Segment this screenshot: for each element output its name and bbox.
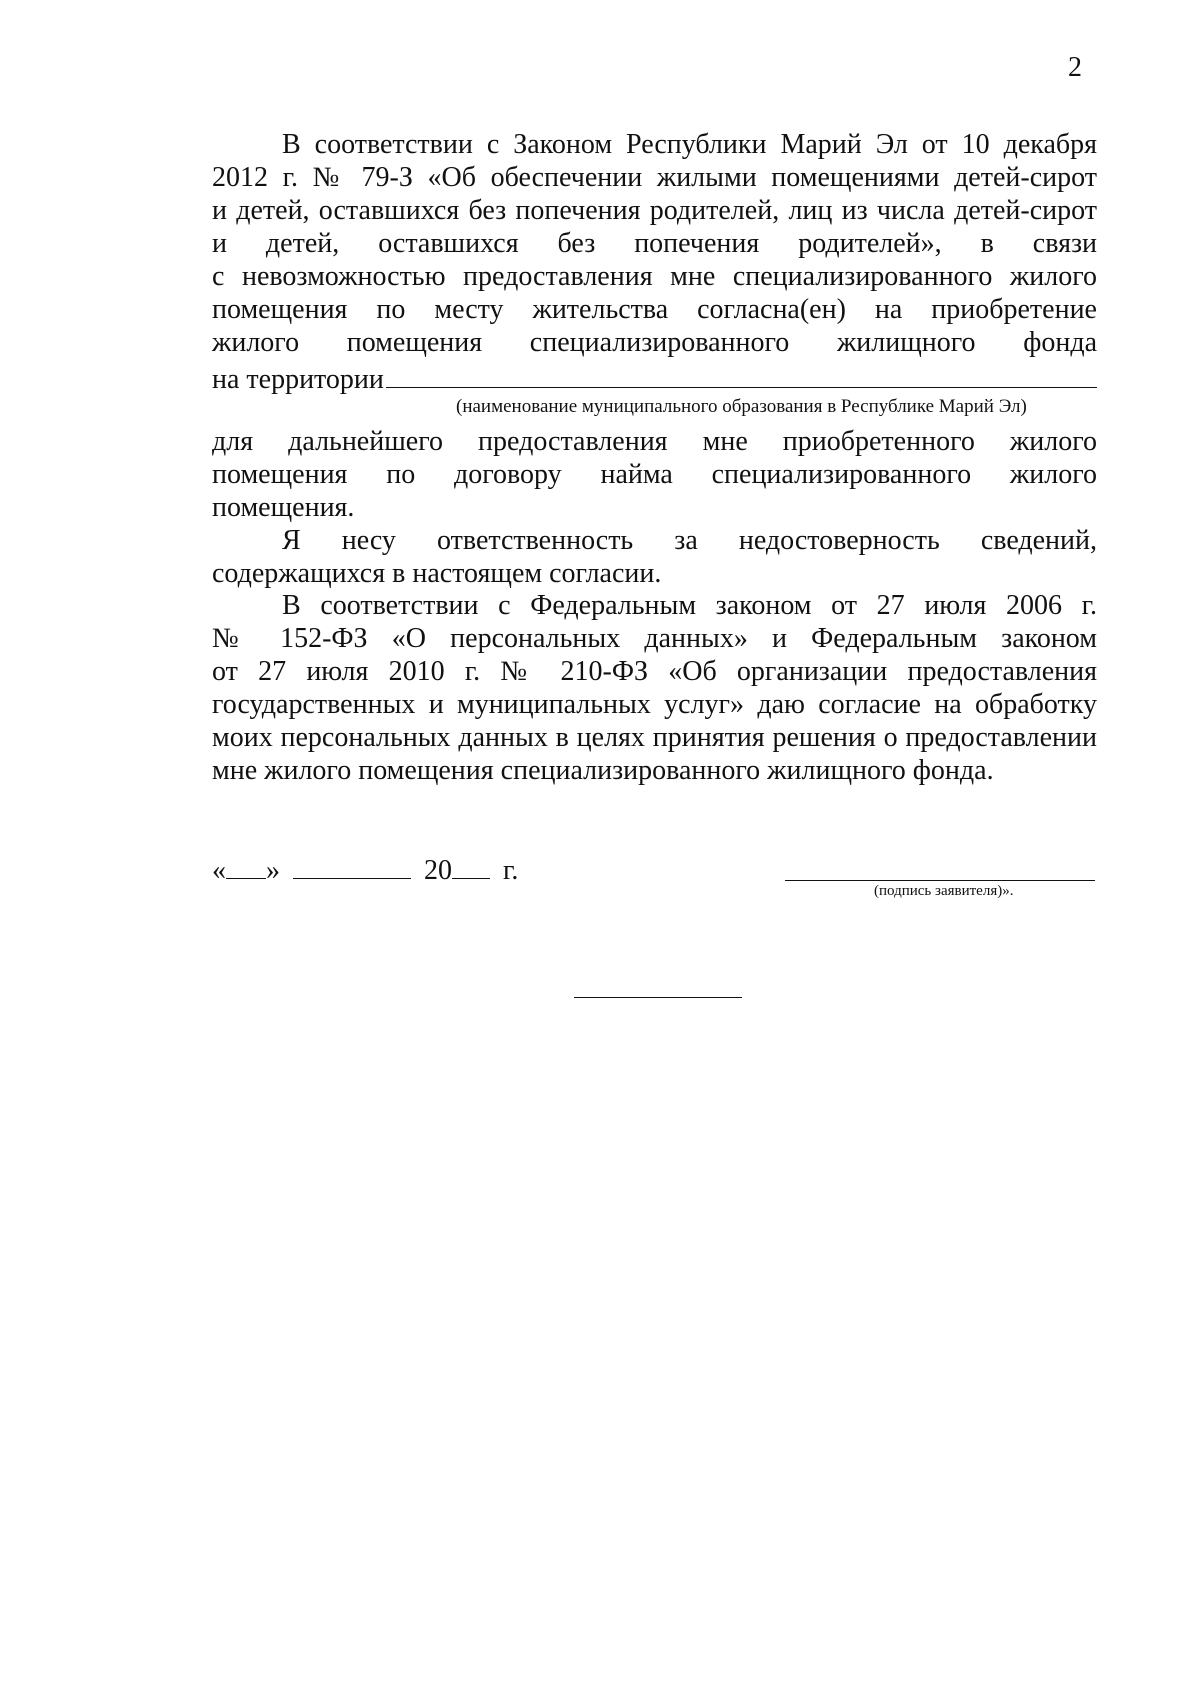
month-blank-field[interactable] — [293, 854, 411, 879]
text-line: помещения по месту жительства согласна(ен) на приобретение — [212, 294, 1097, 325]
text-line: государственных и муниципальных услуг» даю согласие на обработку — [212, 689, 1097, 720]
municipality-caption: (наименование муниципального образования в Республике Марий Эл) — [456, 396, 1027, 417]
responsibility-paragraph — [212, 524, 1097, 590]
text-line: В соответствии с Законом Республики Марий Эл от 10 декабря — [282, 129, 1097, 160]
text-line: моих персональных данных в целях принятия решения о предоставлении — [212, 722, 1097, 753]
year-prefix: 20 — [424, 855, 452, 886]
date-field-group — [212, 854, 518, 887]
signature-caption: (подпись заявителя)». — [874, 883, 1014, 899]
text-line: мне жилого помещения специализированного жилищного фонда. — [212, 755, 994, 786]
page-number: 2 — [1068, 52, 1082, 83]
text-line: и детей, оставшихся без попечения родителей», в связи — [212, 228, 1097, 259]
text-line: жилого помещения специализированного жилищного фонда — [212, 327, 1097, 358]
year-suffix: г. — [503, 855, 519, 886]
text-line: содержащихся в настоящем согласии. — [212, 558, 662, 589]
text-line: помещения. — [212, 492, 355, 523]
date-open-quote: « — [212, 855, 226, 886]
consent-paragraph — [212, 128, 1097, 359]
end-divider — [574, 997, 742, 998]
personal-data-paragraph — [212, 589, 1097, 787]
territory-blank-field[interactable] — [386, 361, 1097, 388]
text-line: от 27 июля 2010 г. № 210-ФЗ «Об организации предоставления — [212, 656, 1097, 687]
text-line: 2012 г. № 79-З «Об обеспечении жилыми помещениями детей-сирот — [212, 162, 1097, 193]
text-line: и детей, оставшихся без попечения родителей, лиц из числа детей-сирот — [212, 195, 1097, 226]
text-line: с невозможностью предоставления мне специализированного жилого — [212, 261, 1097, 292]
text-line: В соответствии с Федеральным законом от 27 июля 2006 г. — [282, 590, 1097, 621]
text-line: для дальнейшего предоставления мне приобретенного жилого — [212, 426, 1097, 457]
text-line: помещения по договору найма специализированного жилого — [212, 459, 1097, 490]
year-blank-field[interactable] — [452, 854, 490, 879]
date-close-quote: » — [266, 855, 280, 886]
text-line: № 152-ФЗ «О персональных данных» и Федеральным законом — [212, 623, 1097, 654]
day-blank-field[interactable] — [226, 854, 266, 879]
purpose-paragraph — [212, 425, 1097, 524]
territory-row — [212, 361, 1097, 396]
text-line: Я несу ответственность за недостоверность сведений, — [282, 525, 1097, 556]
territory-label: на территории — [212, 364, 384, 395]
signature-blank-field[interactable] — [785, 880, 1095, 881]
